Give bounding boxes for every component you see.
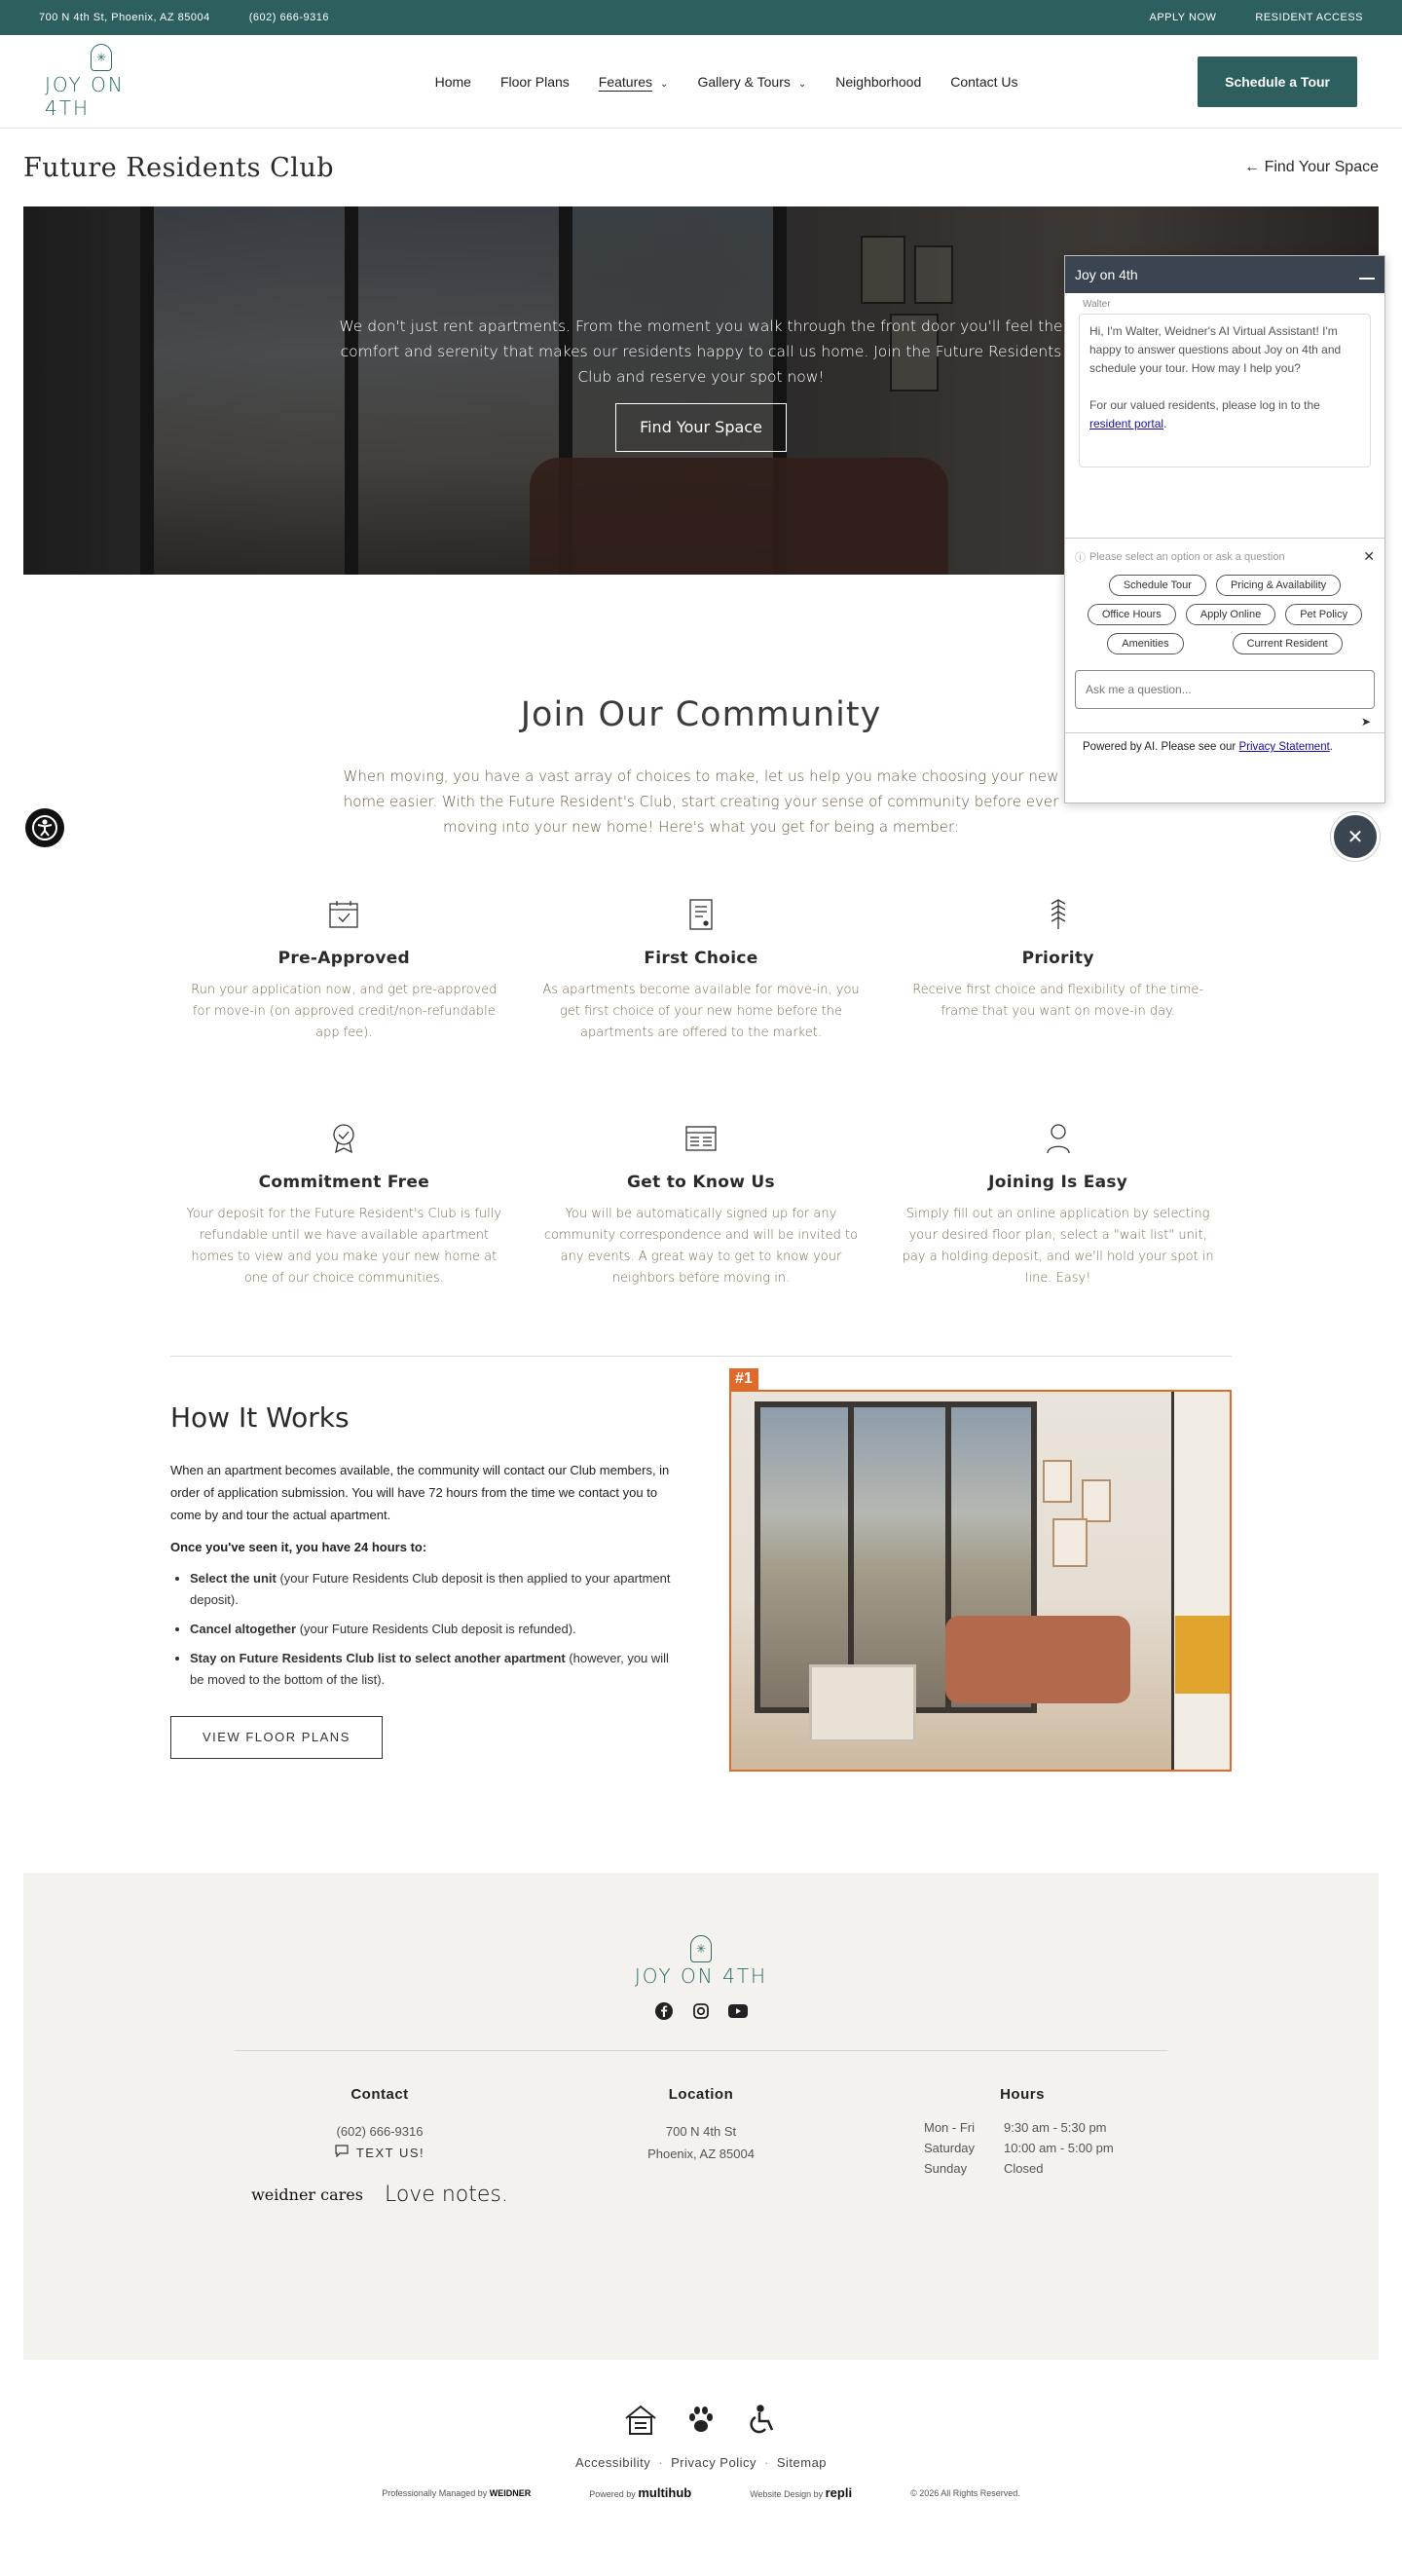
contact-heading: Contact	[350, 2086, 409, 2103]
benefit-title: Joining Is Easy	[988, 1173, 1128, 1192]
text-us-label: TEXT US!	[355, 2145, 425, 2160]
paw-icon	[683, 2403, 719, 2438]
list-item	[190, 1648, 683, 1691]
logo-flower-icon: ✳	[91, 44, 112, 71]
how-intro: When an apartment becomes available, the community will contact our Club members, in order of application submission. You will have 72 hours from the time we contact you to come by and tour the actual apartment.	[170, 1463, 670, 1522]
benefit-text: Run your application now, and get pre-approved for move-in (on approved credit/non-refundable app fee).	[191, 983, 498, 1040]
benefit-item	[166, 898, 523, 1073]
address-line1[interactable]: 700 N 4th St	[665, 2124, 737, 2139]
hours-day: Mon - Fri	[924, 2120, 975, 2135]
brand-logos	[248, 2185, 511, 2205]
benefit-item	[523, 1122, 880, 1297]
benefit-item	[879, 898, 1236, 1073]
close-icon: ✕	[1347, 826, 1364, 848]
multihub-logo: multihub	[638, 2485, 692, 2500]
how-it-works-section	[170, 1356, 1232, 1772]
location-heading: Location	[668, 2086, 734, 2103]
topbar-links	[1150, 12, 1364, 23]
benefit-title: Get to Know Us	[627, 1173, 775, 1192]
schedule-tour-button[interactable]: Schedule a Tour	[1198, 56, 1357, 107]
how-title: How It Works	[170, 1401, 350, 1434]
accessibility-widget-button[interactable]	[25, 808, 64, 847]
wall-art	[1052, 1518, 1088, 1567]
photo-couch	[945, 1616, 1130, 1703]
chat-message: Hi, I'm Walter, Weidner's AI Virtual Assistant! I'm happy to answer questions about Joy on 4th and schedule your tour. How may I help you? For our valued residents, please log in to the resident portal.	[1079, 314, 1371, 467]
how-it-works-text	[170, 1388, 683, 1772]
site-logo[interactable]	[45, 44, 158, 120]
photo-bed	[1175, 1616, 1230, 1694]
wall-art	[1043, 1460, 1072, 1503]
hours-day: Sunday	[924, 2161, 968, 2176]
resident-portal-link[interactable]: resident portal	[1089, 417, 1164, 430]
chat-header	[1065, 256, 1384, 293]
benefit-text: Receive first choice and flexibility of the time-frame that you want on move-in day.	[912, 983, 1204, 1019]
credits-row	[0, 2485, 1402, 2500]
send-icon[interactable]: ➤	[1360, 715, 1371, 728]
nav-neighborhood[interactable]: Neighborhood	[835, 73, 922, 90]
logo-text: JOY ON 4TH	[45, 72, 125, 120]
equal-housing-icon	[623, 2403, 658, 2438]
wheelchair-icon	[744, 2403, 779, 2438]
photo-table	[809, 1664, 916, 1742]
chip-apply-online[interactable]: Apply Online	[1186, 604, 1275, 625]
bottom-bar	[0, 2403, 1402, 2500]
youtube-icon[interactable]	[728, 2001, 748, 2021]
copyright: © 2026 All Rights Reserved.	[910, 2487, 1020, 2498]
window-mullion	[848, 1407, 854, 1707]
apply-now-link[interactable]: APPLY NOW	[1149, 12, 1217, 23]
love-notes-logo[interactable]: Love notes.	[384, 2183, 508, 2207]
topbar-address[interactable]: 700 N 4th St, Phoenix, AZ 85004	[39, 12, 210, 23]
chat-footer-text: Powered by AI. Please see our	[1083, 741, 1236, 753]
wall-art	[1082, 1479, 1111, 1522]
footer-contact	[248, 2086, 511, 2205]
chip-office-hours[interactable]: Office Hours	[1088, 604, 1176, 625]
privacy-statement-link[interactable]: Privacy Statement	[1238, 741, 1330, 753]
site-header	[0, 35, 1402, 129]
hero-text: We don't just rent apartments. From the moment you walk through the front door you'll feel the comfort and serenity that makes our residents happy to call us home. Join the Future Residents Club and reserve your spot now!	[339, 317, 1063, 386]
top-bar	[0, 0, 1402, 35]
view-floor-plans-button[interactable]: VIEW FLOOR PLANS	[170, 1716, 383, 1759]
chat-message-text: For our valued residents, please log in to the	[1089, 398, 1320, 412]
benefit-text: Your deposit for the Future Resident's Club is fully refundable until we have available apartment homes to view and you make your new home at one of our choice communities.	[186, 1207, 502, 1286]
chat-input[interactable]: Ask me a question...	[1075, 670, 1375, 709]
nav-contact[interactable]: Contact Us	[950, 73, 1018, 90]
benefit-title: Commitment Free	[258, 1173, 430, 1192]
separator: ·	[658, 2455, 664, 2470]
nav-home[interactable]: Home	[434, 73, 471, 90]
option-text: (your Future Residents Club deposit is refunded).	[296, 1622, 576, 1636]
powered-label: Powered by	[589, 2489, 636, 2499]
list-item	[190, 1619, 683, 1640]
footer-columns	[23, 2086, 1379, 2205]
design-by[interactable]	[750, 2485, 852, 2500]
hours-time: Closed	[1004, 2161, 1044, 2176]
hours-heading: Hours	[1000, 2086, 1045, 2103]
document-icon	[684, 898, 718, 931]
how-options-list	[190, 1568, 683, 1691]
facebook-icon[interactable]	[654, 2001, 674, 2021]
design-label: Website Design by	[750, 2489, 824, 2499]
hours-time: 10:00 am - 5:00 pm	[1004, 2141, 1114, 2155]
benefit-item	[879, 1122, 1236, 1297]
apartment-photo	[729, 1370, 1232, 1772]
benefit-text: Simply fill out an online application by selecting your desired floor plan, select a "wait list" unit, pay a holding deposit, and we'll hold your spot in line. Easy!	[902, 1207, 1214, 1286]
benefits-grid	[166, 898, 1236, 1297]
nav-features[interactable]	[599, 74, 669, 90]
info-icon: ⓘ	[1075, 551, 1086, 564]
managed-by[interactable]	[382, 2488, 531, 2498]
separator: ·	[764, 2455, 769, 2470]
chip-schedule-tour[interactable]: Schedule Tour	[1109, 575, 1206, 596]
sitemap-link[interactable]: Sitemap	[776, 2455, 828, 2470]
benefit-item	[523, 898, 880, 1073]
repli-logo: repli	[825, 2485, 853, 2500]
badge-check-icon	[327, 1122, 360, 1155]
hours-day: Saturday	[924, 2141, 976, 2155]
ranking-badge: #1	[729, 1368, 758, 1390]
how-once: Once you've seen it, you have 24 hours to:	[170, 1540, 427, 1554]
option-bold: Cancel altogether	[190, 1622, 297, 1636]
photo-scene	[731, 1392, 1230, 1770]
logo-flower-icon: ✳	[690, 1935, 712, 1962]
chevron-down-icon: ⌄	[797, 78, 807, 90]
quick-reply-options	[1065, 565, 1384, 654]
social-links	[23, 2001, 1379, 2021]
calendar-check-icon	[327, 898, 360, 931]
privacy-link[interactable]: Privacy Policy	[671, 2455, 756, 2470]
legal-links	[0, 2455, 1402, 2470]
find-your-space-label: Find Your Space	[1264, 159, 1379, 175]
join-text: When moving, you have a vast array of choices to make, let us help you make choosing your new home easier. With the Future Resident's Club, start creating your sense of community before ever moving into your new home! Here's what you get for being a member:	[343, 767, 1059, 836]
chip-current-resident[interactable]: Current Resident	[1233, 633, 1343, 654]
chevron-down-icon: ⌄	[660, 78, 669, 90]
hours-time: 9:30 am - 5:30 pm	[1004, 2120, 1107, 2135]
resident-access-link[interactable]: RESIDENT ACCESS	[1255, 12, 1363, 23]
main-nav	[338, 74, 1018, 90]
benefit-item	[166, 1122, 523, 1297]
chip-amenities[interactable]: Amenities	[1107, 633, 1183, 654]
find-your-space-link[interactable]	[1244, 159, 1379, 176]
accessibility-link[interactable]: Accessibility	[574, 2455, 651, 2470]
join-title: Join Our Community	[520, 695, 882, 734]
weidner-logo: WEIDNER	[489, 2487, 532, 2498]
managed-label: Professionally Managed by	[382, 2487, 488, 2498]
topbar-phone[interactable]: (602) 666-9316	[248, 12, 329, 23]
chat-widget	[1064, 255, 1385, 803]
chat-footer: Powered by AI. Please see our Privacy Statement.	[1065, 732, 1384, 761]
chat-title: Joy on 4th	[1075, 267, 1138, 282]
person-icon	[1042, 1122, 1075, 1155]
nav-floor-plans[interactable]: Floor Plans	[499, 73, 570, 90]
benefit-text: You will be automatically signed up for any community correspondence and will be invited to any events. A great way to get to know your neighbors before moving in.	[543, 1207, 859, 1286]
weidner-cares-logo[interactable]: weidner cares	[251, 2185, 363, 2204]
site-footer	[23, 1873, 1379, 2360]
chip-pet-policy[interactable]: Pet Policy	[1285, 604, 1362, 625]
chat-agent-name: Walter	[1083, 299, 1111, 310]
chat-message-text: Hi, I'm Walter, Weidner's AI Virtual Assistant! I'm happy to answer questions about Joy on 4th and schedule your tour. How may I help you?	[1089, 324, 1342, 375]
option-text: (your Future Residents Club deposit is then applied to your apartment deposit).	[190, 1571, 671, 1607]
footer-logo[interactable]	[23, 1935, 1379, 1988]
hero-find-space-button[interactable]: Find Your Space	[615, 403, 787, 452]
chip-pricing[interactable]: Pricing & Availability	[1216, 575, 1341, 596]
compliance-icons	[0, 2403, 1402, 2438]
newsletter-icon	[684, 1122, 718, 1155]
footer-location	[570, 2086, 832, 2205]
nav-gallery-label: Gallery & Tours	[697, 73, 791, 90]
hours-table	[891, 2120, 1154, 2176]
arrow-left-icon: ←	[1244, 159, 1261, 175]
page-title: Future Residents Club	[23, 152, 335, 183]
nav-features-label: Features	[598, 73, 653, 90]
chat-bubble-icon	[335, 2145, 349, 2160]
chat-prompt-text: Please select an option or ask a question	[1089, 550, 1285, 563]
option-text: (however, you will be moved to the bottom of the list).	[190, 1651, 669, 1687]
minimize-icon[interactable]	[1359, 278, 1375, 280]
benefit-text: As apartments become available for move-in, you get first choice of your new home before the apartments are offered to the market.	[542, 983, 860, 1040]
address-line2[interactable]: Phoenix, AZ 85004	[647, 2147, 755, 2161]
footer-hours	[891, 2086, 1154, 2205]
instagram-icon[interactable]	[691, 2001, 711, 2021]
benefit-title: Pre-Approved	[277, 949, 411, 968]
benefit-title: Priority	[1021, 949, 1094, 968]
close-icon[interactable]: ✕	[1363, 548, 1375, 564]
logo-text: JOY ON 4TH	[634, 1964, 768, 1988]
footer-phone[interactable]: (602) 666-9316	[336, 2124, 424, 2139]
accessibility-icon	[31, 814, 58, 841]
nav-gallery[interactable]	[697, 74, 806, 90]
option-bold: Stay on Future Residents Club list to select another apartment	[190, 1651, 566, 1665]
close-chat-button[interactable]	[1331, 812, 1380, 861]
footer-divider	[235, 2050, 1167, 2051]
priority-icon	[1042, 898, 1075, 931]
text-us-link[interactable]	[335, 2145, 424, 2160]
benefit-title: First Choice	[644, 949, 758, 968]
photo-doorway	[1171, 1392, 1230, 1770]
powered-by[interactable]	[589, 2485, 691, 2500]
option-bold: Select the unit	[190, 1571, 277, 1586]
chat-prompt	[1065, 539, 1384, 565]
list-item	[190, 1568, 683, 1611]
page-title-bar	[0, 129, 1402, 206]
